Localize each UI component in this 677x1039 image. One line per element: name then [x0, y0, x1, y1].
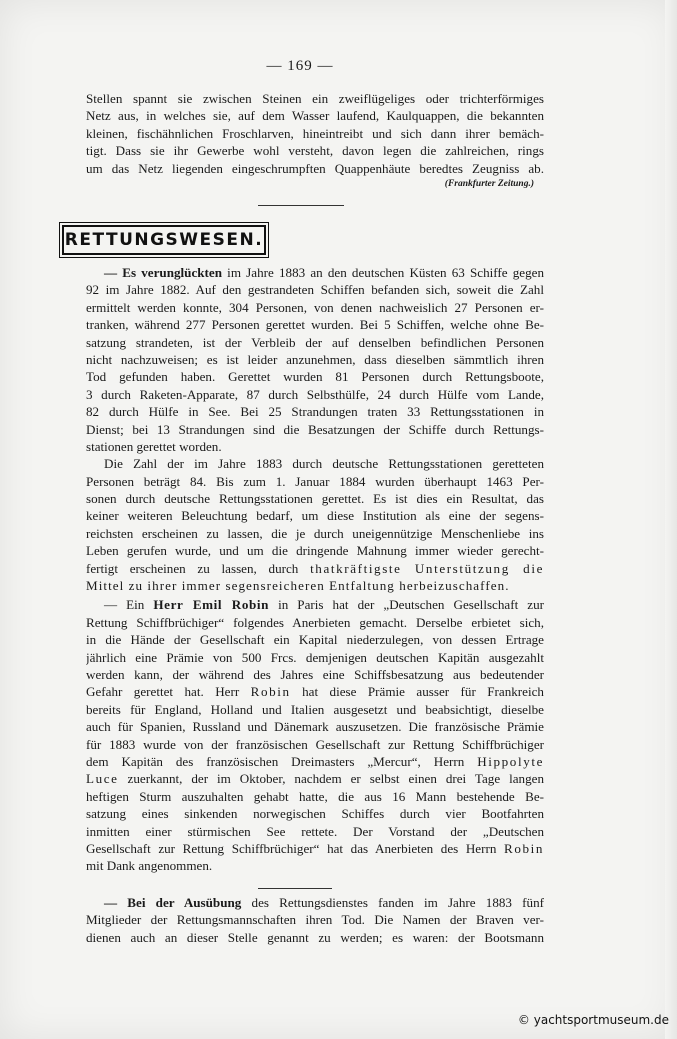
text-line: reichsten erscheinen zu lassen, die je durch uneigennützige Menschenliebe ins	[86, 525, 544, 541]
text-line: tigt. Dass sie ihr Gewerbe wohl versteht, davon legen die zahlreichen, rings	[86, 143, 544, 159]
text-span: hat diese Prämie ausser für Frankreich	[290, 684, 544, 700]
page-edge	[665, 0, 677, 1039]
text-line: bereits für England, Holland und Italien ausgesetzt und beabsichtigt, dieselbe	[86, 701, 544, 717]
section-heading: RETTUNGSWESEN.	[64, 230, 264, 250]
text-line	[86, 560, 544, 577]
text-line: keiner weiteren Beleuchtung bedarf, um diese Institution als eine der segens-	[86, 508, 544, 524]
text-line: Rettung Schiffbrüchiger“ folgendes Anerbieten gemacht. Derselbe erbietet sich,	[86, 614, 544, 630]
text-line	[86, 770, 544, 787]
text-line	[86, 894, 544, 911]
person-name: Herr Emil Robin	[153, 597, 270, 613]
lead-phrase: — Bei der Ausübung	[104, 895, 242, 910]
text-line: sonen durch deutsche Rettungsstationen gerettet. Es ist dies ein Resultat, das	[86, 491, 544, 507]
text-line: Die Zahl der im Jahre 1883 durch deutsche Rettungsstationen geretteten	[104, 456, 544, 472]
text-line: Tod gefunden haben. Gerettet wurden 81 Personen durch Rettungsboote,	[86, 369, 544, 385]
person-name: Robin	[503, 840, 544, 856]
text-line: ermittelt werden konnte, 304 Personen, von denen nachweislich 27 Personen er-	[86, 299, 544, 315]
text-line	[86, 596, 544, 613]
spaced-emphasis-line: Mittel zu ihrer immer segensreicheren Entfaltung herbeizuschaffen.	[86, 578, 510, 594]
section-heading-box	[62, 225, 266, 255]
text-span: dem Kapitän des französischen Dreimasters „Mercur“, Herrn	[86, 753, 478, 769]
text-line: Leben gerufen wurde, und um die dringende Mahnung immer wieder gerecht-	[86, 543, 544, 559]
text-line: inmitten einer stürmischen See rettete. Der Vorstand der „Deutschen	[86, 823, 544, 839]
text-line: Personen beträgt 84. Bis zum 1. Januar 1884 wurden überhaupt 1463 Per-	[86, 473, 544, 489]
text-span: — Ein	[104, 597, 154, 613]
separator-rule	[258, 888, 332, 889]
watermark: © yachtsportmuseum.de	[517, 1013, 669, 1027]
text-line: auch für Spanien, Russland und Dänemark auszusetzen. Die französische Prämie	[86, 719, 544, 735]
text-line: tranken, während 277 Personen gerettet wurden. Bei 5 Schiffen, welche ohne Be-	[86, 317, 544, 333]
text-line: jährlich eine Prämie von 500 Frcs. demjenigen deutschen Kapitän ausgezahlt	[86, 649, 544, 665]
text-line	[86, 840, 544, 857]
text-line: Netz aus, in welches sie, auf dem Wasser laufend, Kaulquappen, die bekannten	[86, 108, 544, 124]
text-line	[86, 264, 544, 281]
text-line	[86, 753, 544, 770]
text-span: im Jahre 1883 an den deutschen Küsten 63 Schiffe gegen	[222, 265, 544, 280]
text-line: Stellen spannt sie zwischen Steinen ein zweiflügeliges oder trichterförmiges	[86, 91, 544, 106]
text-line: um das Netz liegenden eingeschrumpften Quappenhäute beredtes Zeugniss ab.	[86, 160, 544, 176]
text-span: zuerkannt, der im Oktober, nachdem er selbst einen drei Tage langen	[118, 771, 544, 787]
separator-rule	[258, 205, 344, 206]
text-line: in die Hände der Gesellschaft ein Kapital niederzulegen, von dessen Ertrage	[86, 632, 544, 648]
text-line: 82 durch Hülfe in See. Bei 25 Strandungen traten 33 Rettungsstationen in	[86, 404, 544, 420]
text-line	[86, 683, 544, 700]
text-line: stationen gerettet worden.	[86, 438, 222, 454]
paragraph-4	[86, 894, 544, 946]
person-name: Hippolyte	[477, 753, 544, 769]
text-line: dienen auch an dieser Stelle genannt zu werden; es waren: der Bootsmann	[86, 929, 544, 945]
text-line: werden kann, der während des Jahres eine Schiffsbesatzung aus bedeutender	[86, 666, 544, 682]
spaced-emphasis: thatkräftigste Unterstützung die	[310, 560, 544, 576]
text-line: kleinen, fischähnlichen Froschlarven, hineintreibt und sich dann ihrer bemäch-	[86, 125, 544, 141]
text-line: nicht nachzuweisen; es ist leider anzunehmen, dass dieselben sämmtlich ihren	[86, 351, 544, 367]
page-number: — 169 —	[266, 58, 334, 74]
source-citation: (Frankfurter Zeitung.)	[444, 178, 534, 189]
text-span: Gefahr gerettet hat. Herr	[86, 684, 251, 700]
paragraph-1	[86, 264, 544, 875]
text-span: des Rettungsdienstes fanden im Jahre 1883 fünf	[241, 895, 544, 910]
text-line: Dienst; bei 13 Strandungen sind die Besatzungen der Schiffe durch Rettungs-	[86, 421, 544, 437]
text-line: Mitglieder der Rettungsmannschaften ihren Tod. Die Namen der Braven ver-	[86, 912, 544, 928]
text-line: satzung eines sinkenden norwegischen Schiffes durch vier Bootfahrten	[86, 806, 544, 822]
intro-paragraph	[86, 90, 544, 191]
person-name: Luce	[86, 771, 119, 787]
text-span: fertigt erscheinen zu lassen, durch	[86, 560, 311, 576]
text-line: mit Dank angenommen.	[86, 858, 213, 874]
text-line: für 1883 wurde von der französischen Gesellschaft zur Rettung Schiffbrüchiger	[86, 736, 544, 752]
text-line: satzung strandeten, ist der Verbleib der auf denselben befindlichen Personen	[86, 334, 544, 350]
person-name: Robin	[250, 684, 291, 700]
text-line: 3 durch Raketen-Apparate, 87 durch Selbsthülfe, 24 durch Hülfe vom Lande,	[86, 386, 544, 402]
text-line: heftigen Sturm auszuhalten gehabt hatte, die aus 16 Mann bestehende Be-	[86, 788, 544, 804]
text-span: Gesellschaft zur Rettung Schiffbrüchiger“ hat das Anerbieten des Herrn	[86, 840, 504, 856]
text-line: 92 im Jahre 1882. Auf den gestrandeten Schiffen befanden sich, soweit die Zahl	[86, 282, 544, 298]
lead-phrase: — Es verunglückten	[104, 265, 223, 280]
text-span: in Paris hat der „Deutschen Gesellschaft zur	[269, 597, 544, 613]
